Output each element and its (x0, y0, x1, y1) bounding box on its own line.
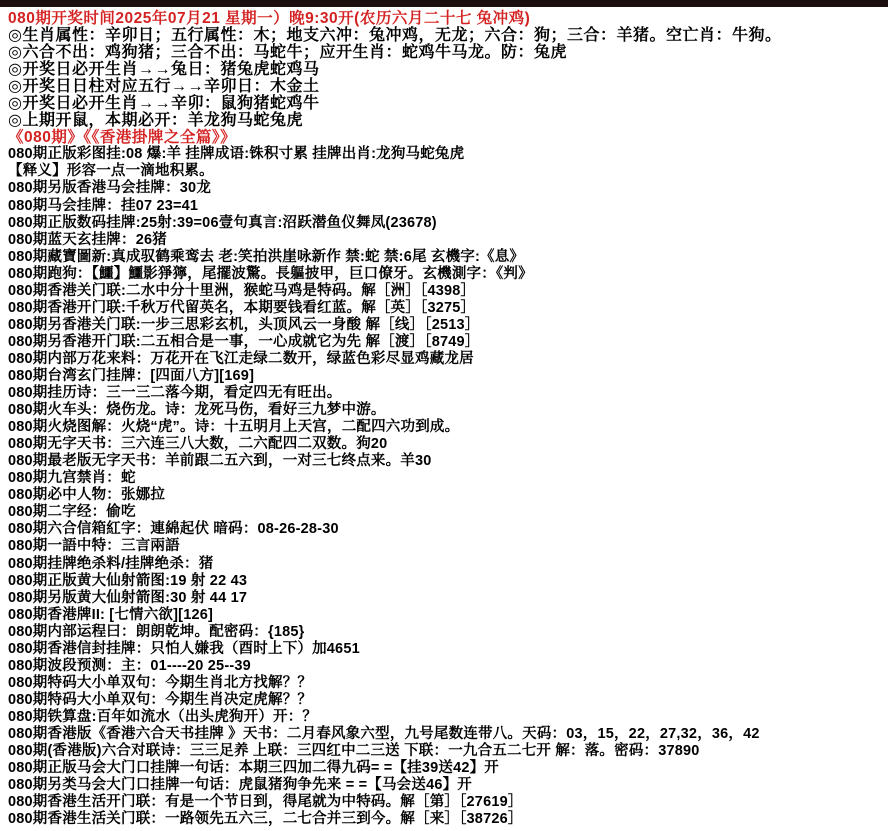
text-line: 080期正版彩图挂:08 爆:羊 挂牌成语:铢积寸累 挂牌出肖:龙狗马蛇兔虎 (8, 146, 465, 163)
text-line: 080期另香港开门联:二五相合是一事，一心成就它为先 解［渡］［8749］ (8, 333, 480, 350)
text-line: 080期另香港关门联:一步三思彩玄机，头顶风云一身酸 解［线］［2513］ (8, 316, 480, 333)
text-line: 080期特码大小单双句：今期生肖决定虎解？？ (8, 691, 313, 708)
text-line: 080期内部万花来料：万花开在飞江走绿二数开，绿蓝色彩尽显鸡藏龙居 (8, 350, 474, 367)
text-line: 080期另版黄大仙射箭图:30 射 44 17 (8, 589, 248, 606)
text-line: ◎生肖属性：辛卯日；五行属性：木；地支六冲：兔冲鸡，无龙；六合：狗；三合：羊猪。空亡肖：牛狗。 (8, 27, 782, 45)
text-line: 080期(香港版)六合对联诗：三三足养 上联：三四红中二三送 下联：一九合五二七开 解：落。密码：37890 (8, 743, 700, 760)
text-line: 080期内部运程曰：朗朗乾坤。配密码：{185} (8, 623, 305, 640)
text-line: 080期正版数码挂牌:25射:39=06壹句真言:沼跃潜鱼仪舞凤(23678) (8, 214, 437, 231)
text-line: 080期无字天书：三六连三八大数，二六配四二双数。狗20 (8, 436, 388, 453)
text-line: ◎六合不出：鸡狗猪；三合不出：马蛇牛；应开生肖：蛇鸡牛马龙。防：兔虎 (8, 44, 567, 62)
text-line: 080期另版香港马会挂牌：30龙 (8, 180, 212, 197)
text-line: 080期开奖时间2025年07月21 星期一）晚9:30开(农历六月二十七 兔冲鸡) (8, 10, 531, 27)
text-line: 080期六合信箱紅字：連綿起伏 暗码：08-26-28-30 (8, 521, 339, 538)
text-line: 080期火烧图解：火烧“虎”。诗：十五明月上天宫，二配四六功到成。 (8, 419, 460, 436)
top-border-bar (0, 0, 888, 7)
text-line: ◎开奖日必开生肖→→辛卯：鼠狗猪蛇鸡牛 (8, 95, 320, 113)
text-line: 《080期》《《香港掛牌之全篇》》 (8, 129, 237, 147)
text-line: 080期波段预测：主：01----20 25--39 (8, 657, 251, 674)
text-line: 080期特码大小单双句：今期生肖北方找解？？ (8, 674, 313, 691)
text-line: 080期香港生活开门联：有是一个节日到，得尾就为中特码。解［第］［27619］ (8, 794, 523, 811)
text-lines (8, 10, 888, 828)
text-line: 【释义】形容一点一滴地积累。 (8, 163, 214, 180)
text-line: 080期马会挂牌：挂07 23=41 (8, 197, 199, 214)
text-line: 080期正版黄大仙射箭图:19 射 22 43 (8, 572, 248, 589)
text-line: 080期正版马会大门口挂牌一句话：本期三四加二得九码= =【挂39送42】开 (8, 760, 500, 777)
text-line: ◎开奖日必开生肖→→兔日：猪兔虎蛇鸡马 (8, 61, 320, 79)
text-line: 080期跑狗：【鱷】鱷影猙獰，尾擺波驚。長軀披甲，巨口僚牙。玄機測字：《判》 (8, 265, 533, 282)
text-line: 080期铁算盘:百年如流水（出头虎狗开）开：？ (8, 708, 318, 725)
text-line: 080期香港信封挂牌：只怕人嫌我（酉时上下）加4651 (8, 640, 360, 657)
text-line: 080期香港关门联:二水中分十里洲，猴蛇马鸡是特码。解［洲］［4398］ (8, 282, 476, 299)
text-line: 080期香港生活关门联：一路领先五六三，二七合并三到今。解［来］［38726］ (8, 811, 523, 828)
text-line: 080期挂牌绝杀料/挂牌绝杀：猪 (8, 555, 214, 572)
text-line: 080期九宫禁肖：蛇 (8, 470, 136, 487)
text-line: 080期一語中特：三言兩語 (8, 538, 180, 555)
text-line: 080期香港牌II: [七情六欲][126] (8, 606, 214, 623)
text-line: 080期另类马会大门口挂牌一句话：虎鼠猪狗争先来 = =【马会送46】开 (8, 777, 473, 794)
lottery-tips-document (0, 7, 888, 828)
text-line: 080期二字经：偷吃 (8, 504, 136, 521)
text-line: 080期最老版无字天书：羊前跟二五六到，一对三七终点来。羊30 (8, 453, 432, 470)
text-line: ◎上期开鼠，本期必开：羊龙狗马蛇兔虎 (8, 112, 303, 130)
text-line: 080期台湾玄门挂牌：[四面八方][169] (8, 367, 255, 384)
text-line: ◎开奖日日柱对应五行→→辛卯日：木金土 (8, 78, 320, 96)
text-line: 080期挂历诗：三一三二落今期，看定四无有旺出。 (8, 385, 342, 402)
text-line: 080期必中人物：张娜拉 (8, 487, 166, 504)
text-line: 080期火车头：烧伤龙。诗：龙死马伤，看好三九梦中游。 (8, 402, 386, 419)
text-line: 080期香港版《香港六合天书挂牌 》天书：二月春风象六型，九号尾数连带八。天码：03，15，22，27,32，36，42 (8, 725, 760, 742)
text-line: 080期蓝天玄挂牌：26猪 (8, 231, 167, 248)
text-line: 080期藏寶圖新:真成驭鹤乘鸾去 老:笑拍洪崖咏新作 禁:蛇 禁:6尾 玄機字:《息》 (8, 248, 525, 265)
text-line: 080期香港开门联:千秋万代留英名，本期要钱看红蓝。解［英］［3275］ (8, 299, 476, 316)
